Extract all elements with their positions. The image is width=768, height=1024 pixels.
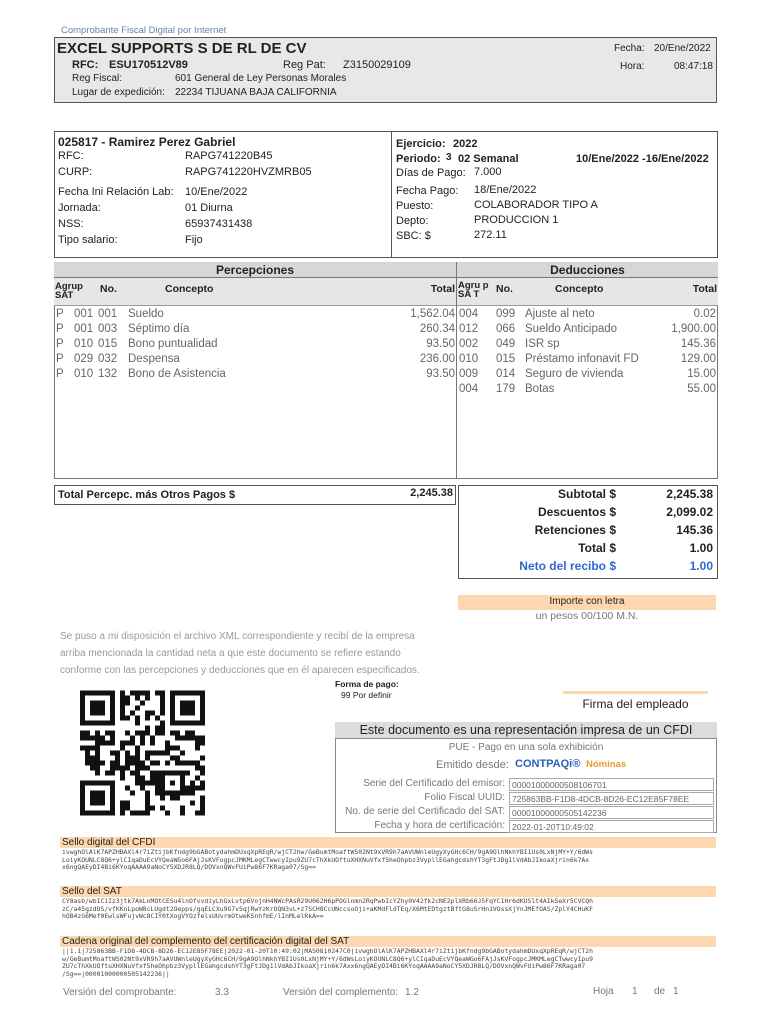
cert-value: 00001000000508106701 (509, 778, 714, 791)
summary-value: 2,099.02 (666, 505, 713, 519)
version-value: 3.3 (215, 987, 229, 998)
perc-row-sat: 001 (74, 308, 94, 320)
employee-field-label: Fecha Ini Relación Lab: (58, 186, 174, 198)
periodo-number: 3 (446, 152, 452, 163)
sello-line: CY8asb/wbICiIz3jtk7AkLnMOtCESu4lnOfvvdiyLhGxLvtp6VojnH4NWcPAsR29U062H6pPOGlnmn2RqPwbIcYZhy0V42fk2cNE2plXRb66J5FqYC1Hr6dKUSlt4AIkSeXr5CVCQh (62, 898, 593, 905)
perc-row-concepto: Séptimo día (128, 323, 190, 335)
ded-header-no: No. (496, 283, 513, 295)
perc-header-total: Total (430, 283, 455, 295)
sello-cfdi-bar (60, 837, 716, 848)
regfiscal-value: 601 General de Ley Personas Morales (175, 73, 347, 84)
ded-row-total: 1,900.00 (671, 323, 716, 335)
employee-field-label: SBC: $ (396, 230, 431, 242)
cert-label: No. de serie del Certificado del SAT: (345, 806, 505, 817)
summary-label: Subtotal $ (557, 487, 616, 501)
cert-value: 725863BB-F1D8-4DCB-8D26-EC12E85F78EE (509, 792, 714, 805)
periodo-label: Periodo: (396, 153, 441, 165)
perc-row-concepto: Bono de Asistencia (128, 368, 226, 380)
ded-row-concepto: Ajuste al neto (525, 308, 595, 320)
firma-empleado: Firma del empleado (582, 697, 689, 711)
employee-field-value: 65937431438 (185, 218, 253, 230)
employee-field-label: Puesto: (396, 200, 434, 212)
employee-field-label: Depto: (396, 215, 429, 227)
de-value: 1 (673, 986, 679, 997)
perc-row-agrup: P (56, 338, 64, 350)
cert-label: Serie del Certificado del emisor: (363, 778, 505, 789)
ded-row-concepto: Préstamo infonavit FD (525, 353, 639, 365)
employee-field-value: COLABORADOR TIPO A (474, 199, 598, 211)
ded-row-sat: 010 (459, 353, 479, 365)
employee-field-value: 10/Ene/2022 (185, 186, 248, 198)
sello-cfdi-label: Sello digital del CFDI (62, 837, 156, 848)
perc-row-total: 93.50 (426, 338, 455, 350)
regfiscal-label: Reg Fiscal: (72, 73, 123, 84)
perc-row-no: 132 (98, 368, 118, 380)
ded-row-concepto: ISR sp (525, 338, 560, 350)
perc-row-agrup: P (56, 323, 64, 335)
ded-row-total: 55.00 (687, 383, 716, 395)
hora-label: Hora: (620, 61, 645, 72)
ded-row-concepto: Sueldo Anticipado (525, 323, 618, 335)
disclaimer-text (60, 628, 430, 679)
employee-divider (391, 131, 392, 258)
perc-row-no: 001 (98, 308, 118, 320)
ded-row-sat: 004 (459, 308, 479, 320)
perc-row-no: 032 (98, 353, 118, 365)
perc-header-no: No. (100, 283, 117, 295)
employee-field-value: 272.11 (474, 229, 507, 241)
ded-row-no: 099 (496, 308, 516, 320)
perc-row-sat: 029 (74, 353, 94, 365)
sello-sat-text (62, 898, 716, 921)
contpaqi-logo: CONTPAQi® (515, 758, 581, 770)
employee-field-value: RAPG741220HVZMRB05 (185, 166, 312, 178)
de-label: de (654, 986, 666, 997)
sello-cfdi-text (62, 849, 716, 872)
ded-header-total: Total (692, 283, 717, 295)
ejercicio-label: Ejercicio: (396, 138, 446, 150)
sello-line: zC/a45gzdOS/vfKKnLpoW8cLUgdt2Oepps/gqELCXu9G7v5qjRwYzKrOQN3vL+z7SCH8CcUNccsoOji+aKMdFldTEq/X6MtEDtgztBftG8uSrHn1VOssXjYnJMEfOAS/ZplY4CHuKF (62, 904, 593, 913)
perc-row-concepto: Sueldo (128, 308, 164, 320)
perc-header-concepto: Concepto (165, 283, 214, 295)
cert-value: 00001000000505142236 (509, 806, 714, 819)
disclaimer-line: Se puso a mi disposición el archivo XML correspondiente y recibí de la empresa (60, 631, 415, 642)
periodo-range: 10/Ene/2022 -16/Ene/2022 (576, 153, 709, 165)
deducciones-title: Deducciones (550, 263, 625, 277)
employee-field-value: PRODUCCION 1 (474, 214, 559, 226)
qr-code-image (80, 688, 205, 818)
rfc-label: RFC: (72, 59, 99, 71)
ded-row-sat: 002 (459, 338, 479, 350)
ded-row-total: 145.36 (680, 338, 716, 350)
summary-value: 145.36 (676, 523, 713, 537)
ded-row-no: 049 (496, 338, 516, 350)
periodo-value: 02 Semanal (458, 153, 519, 165)
ded-row-total: 129.00 (680, 353, 716, 365)
ejercicio-value: 2022 (453, 138, 478, 150)
cadena-line: ZU7cThXkUOftuXHXNuVfxf5heOhpbz3VypllEGahgcdshYT3gFtJDg1lVdAbJIkoaXjrin6k7Axx6ngQAEyDI4Bi6KYoqAAAA9aNoCY5XDJR8LQ/DOVxnQWvFUiPw86F7KRaga07 (62, 962, 586, 970)
perc-row-total: 1,562.04 (410, 308, 455, 320)
employee-field-value: 01 Diurna (185, 202, 233, 214)
lugar-value: 22234 TIJUANA BAJA CALIFORNIA (175, 87, 337, 98)
ded-row-no: 015 (496, 353, 516, 365)
lugar-label: Lugar de expedición: (72, 87, 165, 98)
employee-field-label: NSS: (58, 218, 84, 230)
ded-row-sat: 004 (459, 383, 479, 395)
cadena-line: w/GeBumtMoaftWS02Nt9xVR9h7aAVUWnleUgyXyGHc6CH/9gA9OlhNkhYBI1Us0LxNjMY+Y/6dWsLoiyKOUNLC8Q6+ylCIqaDuEcVYQeaWGo6FAjJsKVFogpcJMKMLegCTwwcyIpu9 (62, 954, 593, 963)
fecha-value: 20/Ene/2022 (654, 43, 711, 54)
employee-field-label: CURP: (58, 166, 93, 178)
sello-line: ivwghOlAlK7APZHBAXl4r7iZtijbKfndg9bGABotydahmDUxqXpREqR/wjCT2hw/GeBumtMoaftWS02Nt9xVR9h7aAVUWnleUgyXyGHc6CH/9gA9OlhNkhYBI1Us0LxNjMY+Y/6dWs (62, 849, 593, 856)
summary-value: 2,245.38 (666, 487, 713, 501)
ded-row-no: 014 (496, 368, 516, 380)
table-divider (456, 262, 457, 479)
perc-row-agrup: P (56, 353, 64, 365)
disclaimer-line: arriba mencionada la cantidad neta a que este documento se refiere estando (60, 648, 401, 659)
cert-label: Folio Fiscal UUID: (424, 792, 505, 803)
ded-row-concepto: Botas (525, 383, 555, 395)
version-comp-value: 1.2 (405, 987, 419, 998)
employee-field-label: Días de Pago: (396, 167, 466, 179)
ded-row-sat: 009 (459, 368, 479, 380)
sello-sat-bar (60, 886, 716, 897)
employee-field-value: 18/Ene/2022 (474, 184, 537, 196)
ded-row-sat: 012 (459, 323, 479, 335)
hoja-value: 1 (632, 986, 638, 997)
forma-pago-label: Forma de pago: (335, 679, 399, 689)
cadena-text (62, 948, 716, 978)
employee-field-label: Jornada: (58, 202, 101, 214)
cadena-label: Cadena original del complemento del certificación digital del SAT (62, 936, 350, 947)
perc-row-sat: 010 (74, 368, 94, 380)
perc-row-sat: 010 (74, 338, 94, 350)
version-label: Versión del comprobante: (63, 987, 177, 998)
nominas-logo: Nóminas (586, 759, 627, 770)
summary-value: 1.00 (689, 559, 713, 573)
summary-value: 1.00 (689, 541, 713, 555)
importe-label: Importe con letra (549, 596, 625, 607)
importe-value: un pesos 00/100 M.N. (535, 610, 639, 622)
summary-label: Neto del recibo $ (519, 559, 616, 573)
perc-row-agrup: P (56, 308, 64, 320)
sello-sat-label: Sello del SAT (62, 886, 122, 897)
employee-field-label: Tipo salario: (58, 234, 118, 246)
perc-row-concepto: Bono puntualidad (128, 338, 218, 350)
perc-row-total: 93.50 (426, 368, 455, 380)
ded-header-agrup: Agru p SA T (458, 280, 489, 300)
document-type-label: Comprobante Fiscal Digital por Internet (61, 25, 227, 36)
perc-row-total: 260.34 (419, 323, 455, 335)
total-percepciones-value: 2,245.38 (410, 487, 453, 499)
forma-pago-value: 99 Por definir (341, 690, 392, 700)
fecha-label: Fecha: (614, 43, 645, 54)
ded-row-total: 15.00 (687, 368, 716, 380)
perc-header-agrup: Agrup SAT (55, 281, 83, 301)
ded-row-concepto: Seguro de vivienda (525, 368, 624, 380)
cert-label: Fecha y hora de certificación: (374, 820, 505, 831)
ded-row-total: 0.02 (693, 308, 716, 320)
percepciones-title: Percepciones (215, 263, 295, 277)
cert-value: 2022-01-20T10:49:02 (509, 820, 714, 833)
ded-row-no: 066 (496, 323, 516, 335)
summary-label: Retenciones $ (534, 523, 616, 537)
cfdi-title: Este documento es una representación impresa de un CFDI (359, 723, 693, 737)
employee-field-label: RFC: (58, 150, 84, 162)
firma-line (563, 691, 708, 694)
pue-text: PUE - Pago en una sola exhibición (448, 742, 604, 753)
employee-name: 025817 - Ramirez Perez Gabriel (58, 135, 236, 149)
perc-row-no: 003 (98, 323, 118, 335)
perc-row-sat: 001 (74, 323, 94, 335)
sello-line: LoiyKOUNLC8Q6+ylCIqaDuEcVYQeaWGo6FAjJsKVFogpcJMKMLegCTwwcyIpu9ZU7cThXkUOftuXHXNuVfxf5heOhpbz3VypllEGahgcdshYT3gFtJDg1lVdAbJIkoaXjrin6k7Ax (62, 855, 590, 864)
cadena-line: /Sg==|00001000000505142236|| (62, 969, 170, 978)
perc-row-concepto: Despensa (128, 353, 180, 365)
perc-row-agrup: P (56, 368, 64, 380)
perc-row-no: 015 (98, 338, 118, 350)
company-name: EXCEL SUPPORTS S DE RL DE CV (57, 40, 307, 57)
regpat-label: Reg Pat: (283, 59, 326, 71)
employee-field-value: Fijo (185, 234, 203, 246)
summary-label: Descuentos $ (537, 505, 616, 519)
cadena-line: ||1.1|725863BB-F1D8-4DCB-8D26-EC12E85F78EE|2022-01-20T10:49:02|MAS0810247C0|ivwghOlAlK7APZHBAXl4r7iZtijbKfndg9bGABotydahmDUxqXpREqR/wjCT2h (62, 948, 593, 955)
employee-field-label: Fecha Pago: (396, 185, 459, 197)
employee-field-value: RAPG741220B45 (185, 150, 273, 162)
sello-line: hOB4zG6Mef0EwlsWFujvWc8CIY0tXogVYOzfelsUUvrmOtweKSnhfmE/lInMLelRkA== (62, 912, 324, 920)
disclaimer-line: conforme con las percepciones y deducciones que en él aparecen especificados. (60, 665, 420, 676)
ded-header-concepto: Concepto (555, 283, 604, 295)
perc-row-total: 236.00 (419, 353, 455, 365)
ded-row-no: 179 (496, 383, 516, 395)
hora-value: 08:47:18 (674, 61, 713, 72)
employee-field-value: 7.000 (474, 166, 502, 178)
version-comp-label: Versión del complemento: (283, 987, 399, 998)
emitido-label: Emitido desde: (436, 759, 509, 771)
regpat-value: Z3150029109 (343, 59, 411, 71)
summary-label: Total $ (578, 541, 616, 555)
total-percepciones-label: Total Percepc. más Otros Pagos $ (58, 489, 236, 501)
hoja-label: Hoja (593, 986, 614, 997)
rfc-value: ESU170512V89 (109, 59, 188, 71)
sello-line: x6ngQAEyDI4Bi6KYoqAAAA9aNoCY5XDJR8LQ/DOVxnQWvFUiPw86F7KRaga07/Sg== (62, 863, 316, 871)
